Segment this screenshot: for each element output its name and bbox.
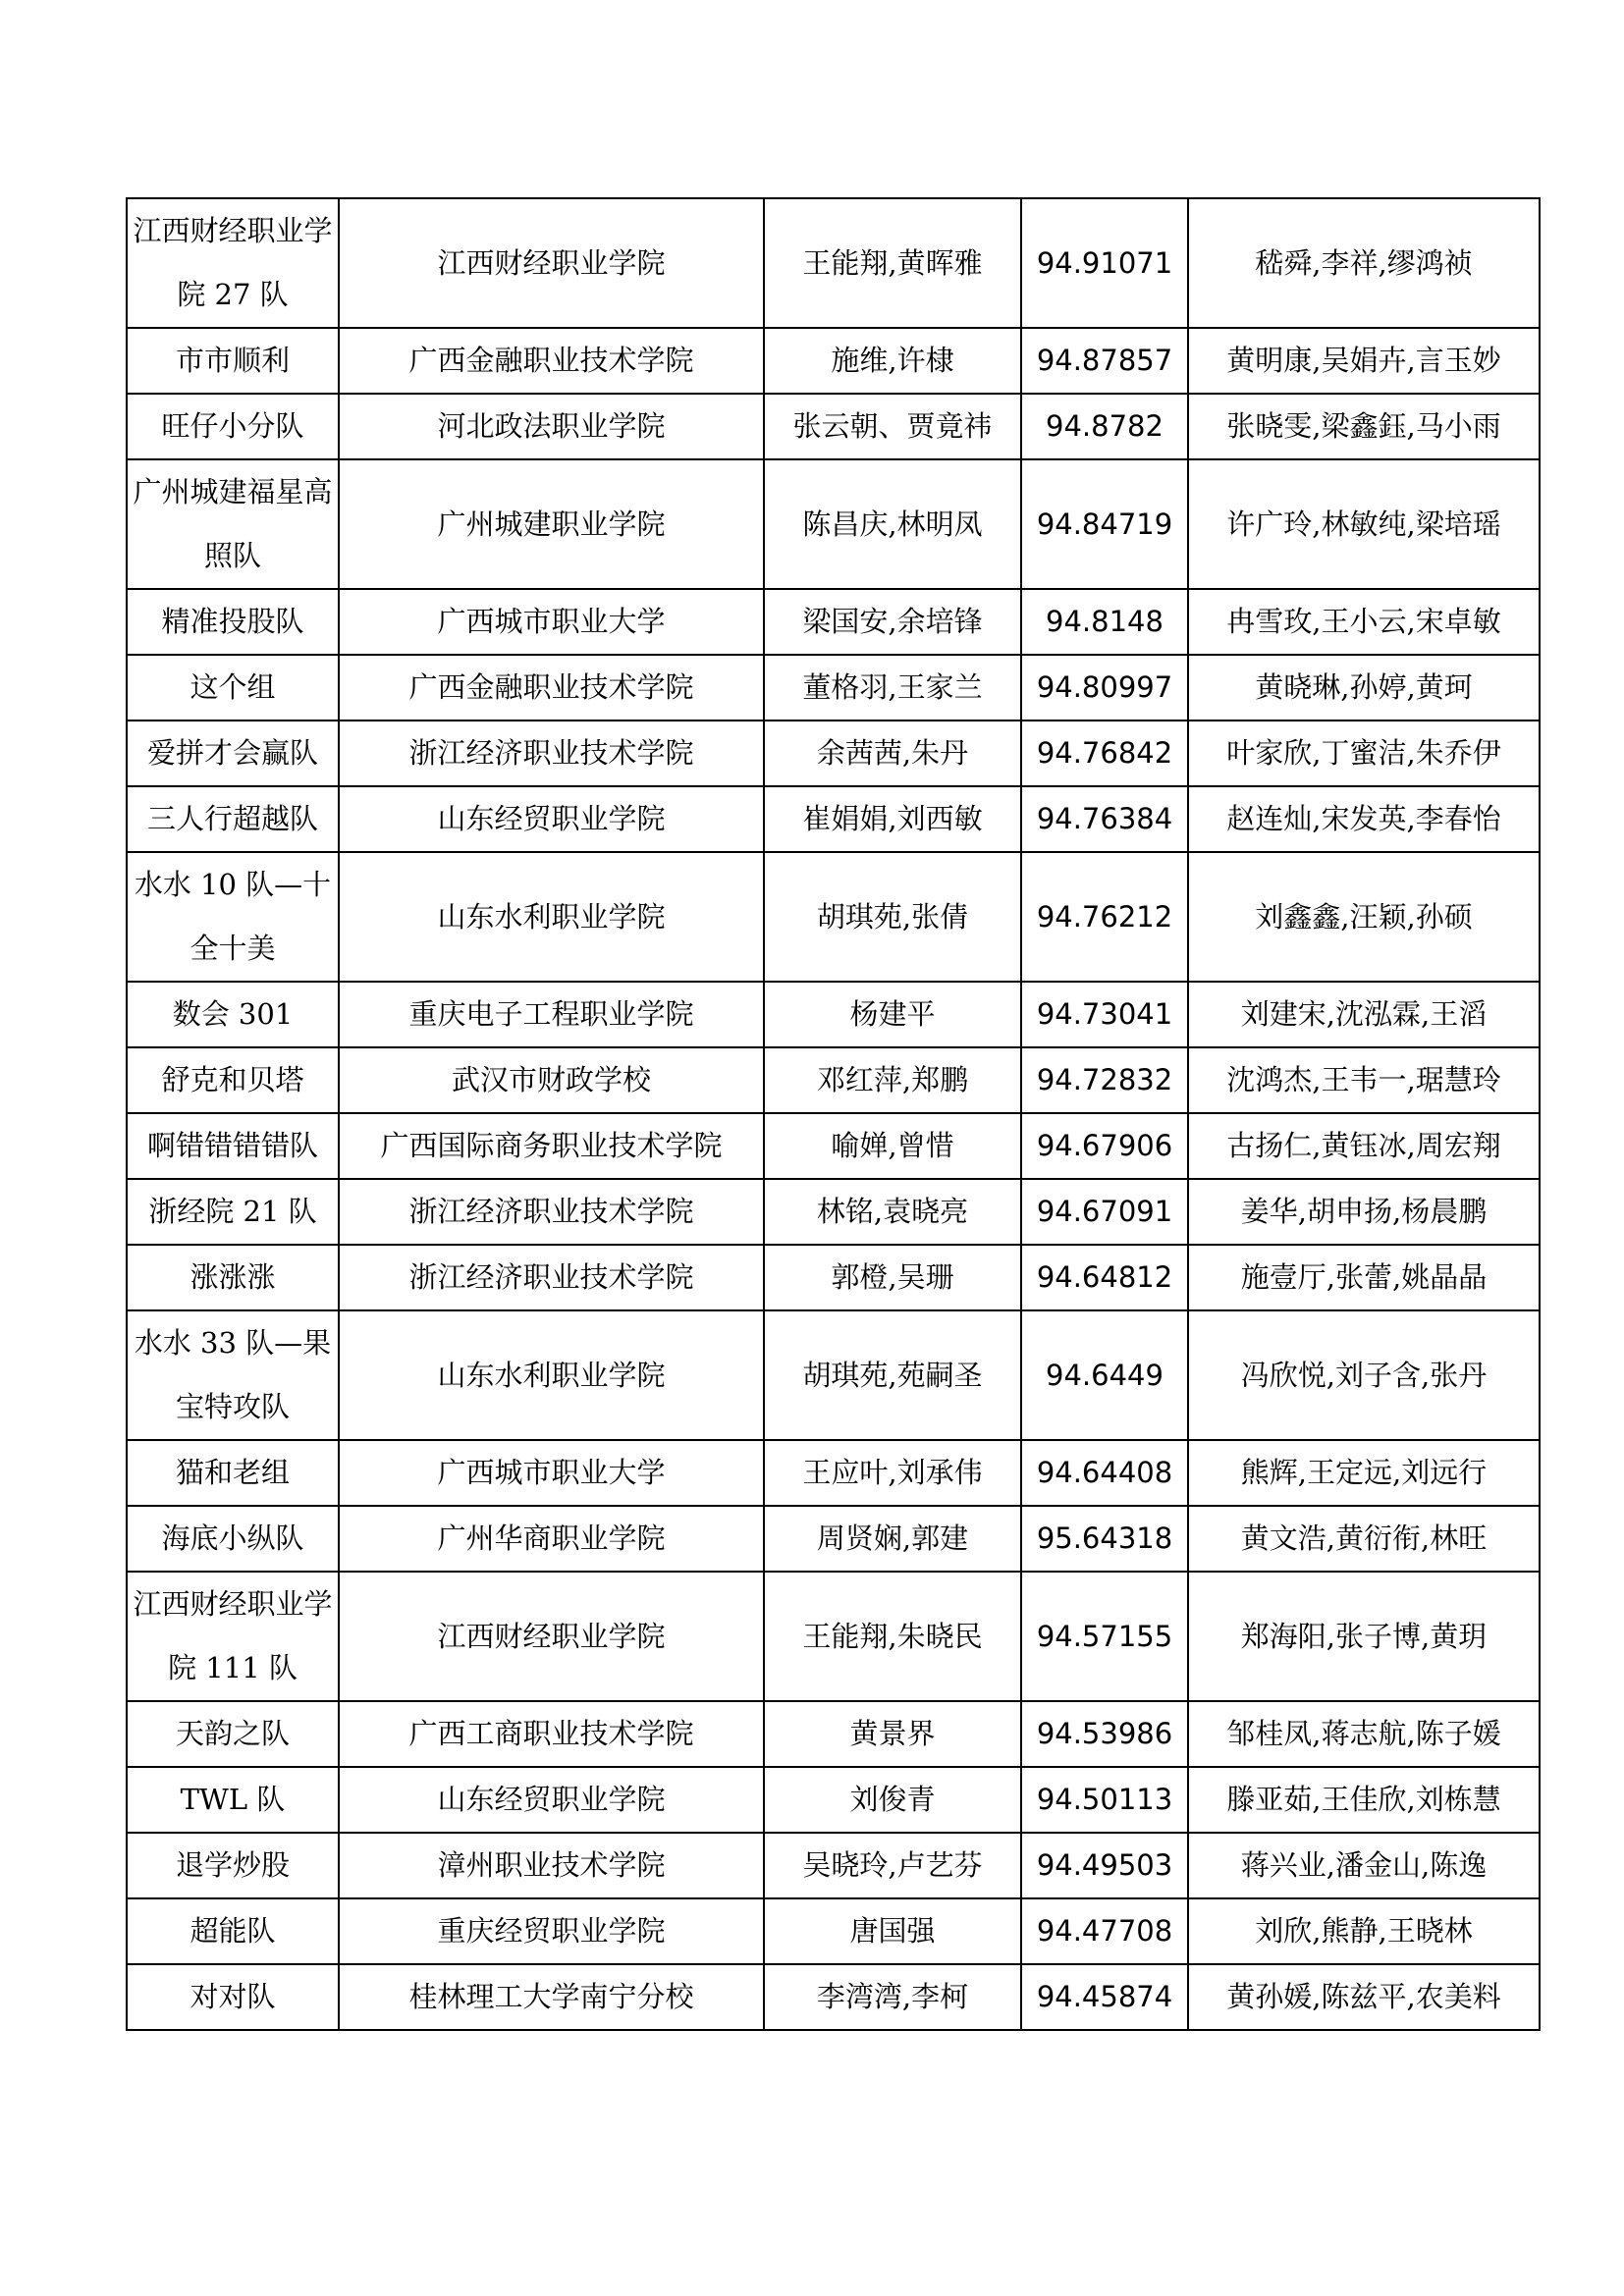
teacher-cell: 周贤娴,郭建 (764, 1506, 1021, 1572)
members-cell: 张晓雯,梁鑫鈺,马小雨 (1188, 394, 1540, 459)
table-row (127, 1898, 1540, 1964)
team-name-cell: 精准投股队 (127, 589, 339, 655)
school-cell: 广州华商职业学院 (339, 1506, 764, 1572)
team-name-cell: 市市顺利 (127, 328, 339, 394)
team-name-cell: 这个组 (127, 655, 339, 721)
teacher-cell: 余茜茜,朱丹 (764, 721, 1021, 786)
table-row (127, 786, 1540, 852)
table-row (127, 1179, 1540, 1245)
teacher-cell: 吴晓玲,卢艺芬 (764, 1833, 1021, 1898)
members-cell: 郑海阳,张子博,黄玥 (1188, 1572, 1540, 1701)
school-cell: 广西城市职业大学 (339, 589, 764, 655)
score-cell: 94.87857 (1021, 328, 1188, 394)
team-name-cell: 退学炒股 (127, 1833, 339, 1898)
school-cell: 江西财经职业学院 (339, 198, 764, 328)
score-cell: 94.80997 (1021, 655, 1188, 721)
team-name-cell: 浙经院 21 队 (127, 1179, 339, 1245)
members-cell: 滕亚茹,王佳欣,刘栋慧 (1188, 1767, 1540, 1833)
members-cell: 施壹厅,张蕾,姚晶晶 (1188, 1245, 1540, 1310)
team-name-cell: 对对队 (127, 1964, 339, 2030)
teacher-cell: 刘俊青 (764, 1767, 1021, 1833)
team-name-cell: 舒克和贝塔 (127, 1047, 339, 1113)
members-cell: 邹桂凤,蒋志航,陈子媛 (1188, 1701, 1540, 1767)
school-cell: 浙江经济职业技术学院 (339, 1245, 764, 1310)
score-cell: 94.53986 (1021, 1701, 1188, 1767)
members-cell: 赵连灿,宋发英,李春怡 (1188, 786, 1540, 852)
table-row (127, 721, 1540, 786)
score-cell: 94.8148 (1021, 589, 1188, 655)
team-name-cell: 天韵之队 (127, 1701, 339, 1767)
team-name-cell: 啊错错错错队 (127, 1113, 339, 1179)
teacher-cell: 董格羽,王家兰 (764, 655, 1021, 721)
school-cell: 重庆电子工程职业学院 (339, 982, 764, 1047)
members-cell: 姜华,胡申扬,杨晨鹏 (1188, 1179, 1540, 1245)
school-cell: 漳州职业技术学院 (339, 1833, 764, 1898)
teacher-cell: 胡琪苑,张倩 (764, 852, 1021, 982)
team-name-cell: 水水 33 队—果宝特攻队 (127, 1310, 339, 1440)
team-name-cell: 江西财经职业学院 111 队 (127, 1572, 339, 1701)
members-cell: 蒋兴业,潘金山,陈逸 (1188, 1833, 1540, 1898)
table-row (127, 1767, 1540, 1833)
score-cell: 95.64318 (1021, 1506, 1188, 1572)
score-cell: 94.76212 (1021, 852, 1188, 982)
team-name-cell: 旺仔小分队 (127, 394, 339, 459)
score-cell: 94.6449 (1021, 1310, 1188, 1440)
members-cell: 叶家欣,丁蜜洁,朱乔伊 (1188, 721, 1540, 786)
teacher-cell: 黄景界 (764, 1701, 1021, 1767)
team-name-cell: 广州城建福星高照队 (127, 459, 339, 589)
table-row (127, 1440, 1540, 1506)
school-cell: 山东经贸职业学院 (339, 786, 764, 852)
team-name-cell: TWL 队 (127, 1767, 339, 1833)
teacher-cell: 崔娟娟,刘西敏 (764, 786, 1021, 852)
members-cell: 黄明康,吴娟卉,言玉妙 (1188, 328, 1540, 394)
teacher-cell: 邓红萍,郑鹏 (764, 1047, 1021, 1113)
table-row (127, 655, 1540, 721)
score-cell: 94.73041 (1021, 982, 1188, 1047)
score-cell: 94.72832 (1021, 1047, 1188, 1113)
members-cell: 刘鑫鑫,汪颖,孙硕 (1188, 852, 1540, 982)
members-cell: 黄文浩,黄衍衔,林旺 (1188, 1506, 1540, 1572)
teacher-cell: 李湾湾,李柯 (764, 1964, 1021, 2030)
team-name-cell: 水水 10 队—十全十美 (127, 852, 339, 982)
members-cell: 嵇舜,李祥,缪鸿祯 (1188, 198, 1540, 328)
school-cell: 广州城建职业学院 (339, 459, 764, 589)
teacher-cell: 林铭,袁晓亮 (764, 1179, 1021, 1245)
score-cell: 94.50113 (1021, 1767, 1188, 1833)
score-cell: 94.57155 (1021, 1572, 1188, 1701)
teacher-cell: 张云朝、贾竟祎 (764, 394, 1021, 459)
score-cell: 94.64408 (1021, 1440, 1188, 1506)
school-cell: 桂林理工大学南宁分校 (339, 1964, 764, 2030)
teacher-cell: 梁国安,余培锋 (764, 589, 1021, 655)
school-cell: 河北政法职业学院 (339, 394, 764, 459)
teacher-cell: 施维,许棣 (764, 328, 1021, 394)
team-name-cell: 超能队 (127, 1898, 339, 1964)
teacher-cell: 胡琪苑,苑嗣圣 (764, 1310, 1021, 1440)
school-cell: 武汉市财政学校 (339, 1047, 764, 1113)
table-row (127, 1506, 1540, 1572)
table-row (127, 982, 1540, 1047)
teacher-cell: 喻婵,曾惜 (764, 1113, 1021, 1179)
score-cell: 94.67091 (1021, 1179, 1188, 1245)
table-row (127, 852, 1540, 982)
team-name-cell: 数会 301 (127, 982, 339, 1047)
teacher-cell: 王能翔,朱晓民 (764, 1572, 1021, 1701)
team-name-cell: 江西财经职业学院 27 队 (127, 198, 339, 328)
school-cell: 山东水利职业学院 (339, 1310, 764, 1440)
members-cell: 刘建宋,沈泓霖,王滔 (1188, 982, 1540, 1047)
school-cell: 山东水利职业学院 (339, 852, 764, 982)
score-cell: 94.45874 (1021, 1964, 1188, 2030)
table-row (127, 1572, 1540, 1701)
school-cell: 广西工商职业技术学院 (339, 1701, 764, 1767)
score-cell: 94.49503 (1021, 1833, 1188, 1898)
score-cell: 94.76384 (1021, 786, 1188, 852)
members-cell: 沈鸿杰,王韦一,琚慧玲 (1188, 1047, 1540, 1113)
school-cell: 重庆经贸职业学院 (339, 1898, 764, 1964)
members-cell: 冉雪玫,王小云,宋卓敏 (1188, 589, 1540, 655)
teacher-cell: 王应叶,刘承伟 (764, 1440, 1021, 1506)
school-cell: 江西财经职业学院 (339, 1572, 764, 1701)
school-cell: 广西城市职业大学 (339, 1440, 764, 1506)
table-row (127, 328, 1540, 394)
table-row (127, 1113, 1540, 1179)
table-row (127, 1310, 1540, 1440)
score-cell: 94.64812 (1021, 1245, 1188, 1310)
school-cell: 广西金融职业技术学院 (339, 655, 764, 721)
team-name-cell: 爱拼才会赢队 (127, 721, 339, 786)
school-cell: 广西金融职业技术学院 (339, 328, 764, 394)
table-row (127, 1245, 1540, 1310)
members-cell: 许广玲,林敏纯,梁培瑶 (1188, 459, 1540, 589)
table-row (127, 459, 1540, 589)
team-name-cell: 猫和老组 (127, 1440, 339, 1506)
school-cell: 山东经贸职业学院 (339, 1767, 764, 1833)
teacher-cell: 陈昌庆,林明凤 (764, 459, 1021, 589)
members-cell: 冯欣悦,刘子含,张丹 (1188, 1310, 1540, 1440)
table-row (127, 198, 1540, 328)
table-row (127, 1701, 1540, 1767)
teacher-cell: 杨建平 (764, 982, 1021, 1047)
members-cell: 黄孙媛,陈兹平,农美料 (1188, 1964, 1540, 2030)
score-cell: 94.8782 (1021, 394, 1188, 459)
score-cell: 94.67906 (1021, 1113, 1188, 1179)
score-cell: 94.91071 (1021, 198, 1188, 328)
members-cell: 熊辉,王定远,刘远行 (1188, 1440, 1540, 1506)
table-row (127, 1833, 1540, 1898)
school-cell: 广西国际商务职业技术学院 (339, 1113, 764, 1179)
score-cell: 94.84719 (1021, 459, 1188, 589)
teacher-cell: 唐国强 (764, 1898, 1021, 1964)
team-name-cell: 涨涨涨 (127, 1245, 339, 1310)
team-name-cell: 海底小纵队 (127, 1506, 339, 1572)
members-cell: 古扬仁,黄钰冰,周宏翔 (1188, 1113, 1540, 1179)
members-cell: 刘欣,熊静,王晓林 (1188, 1898, 1540, 1964)
teacher-cell: 王能翔,黄晖雅 (764, 198, 1021, 328)
members-cell: 黄晓琳,孙婷,黄珂 (1188, 655, 1540, 721)
table-row (127, 589, 1540, 655)
table-row (127, 1964, 1540, 2030)
results-table (126, 197, 1541, 2031)
school-cell: 浙江经济职业技术学院 (339, 1179, 764, 1245)
table-row (127, 394, 1540, 459)
school-cell: 浙江经济职业技术学院 (339, 721, 764, 786)
score-cell: 94.47708 (1021, 1898, 1188, 1964)
table-row (127, 1047, 1540, 1113)
teacher-cell: 郭橙,吴珊 (764, 1245, 1021, 1310)
team-name-cell: 三人行超越队 (127, 786, 339, 852)
score-cell: 94.76842 (1021, 721, 1188, 786)
